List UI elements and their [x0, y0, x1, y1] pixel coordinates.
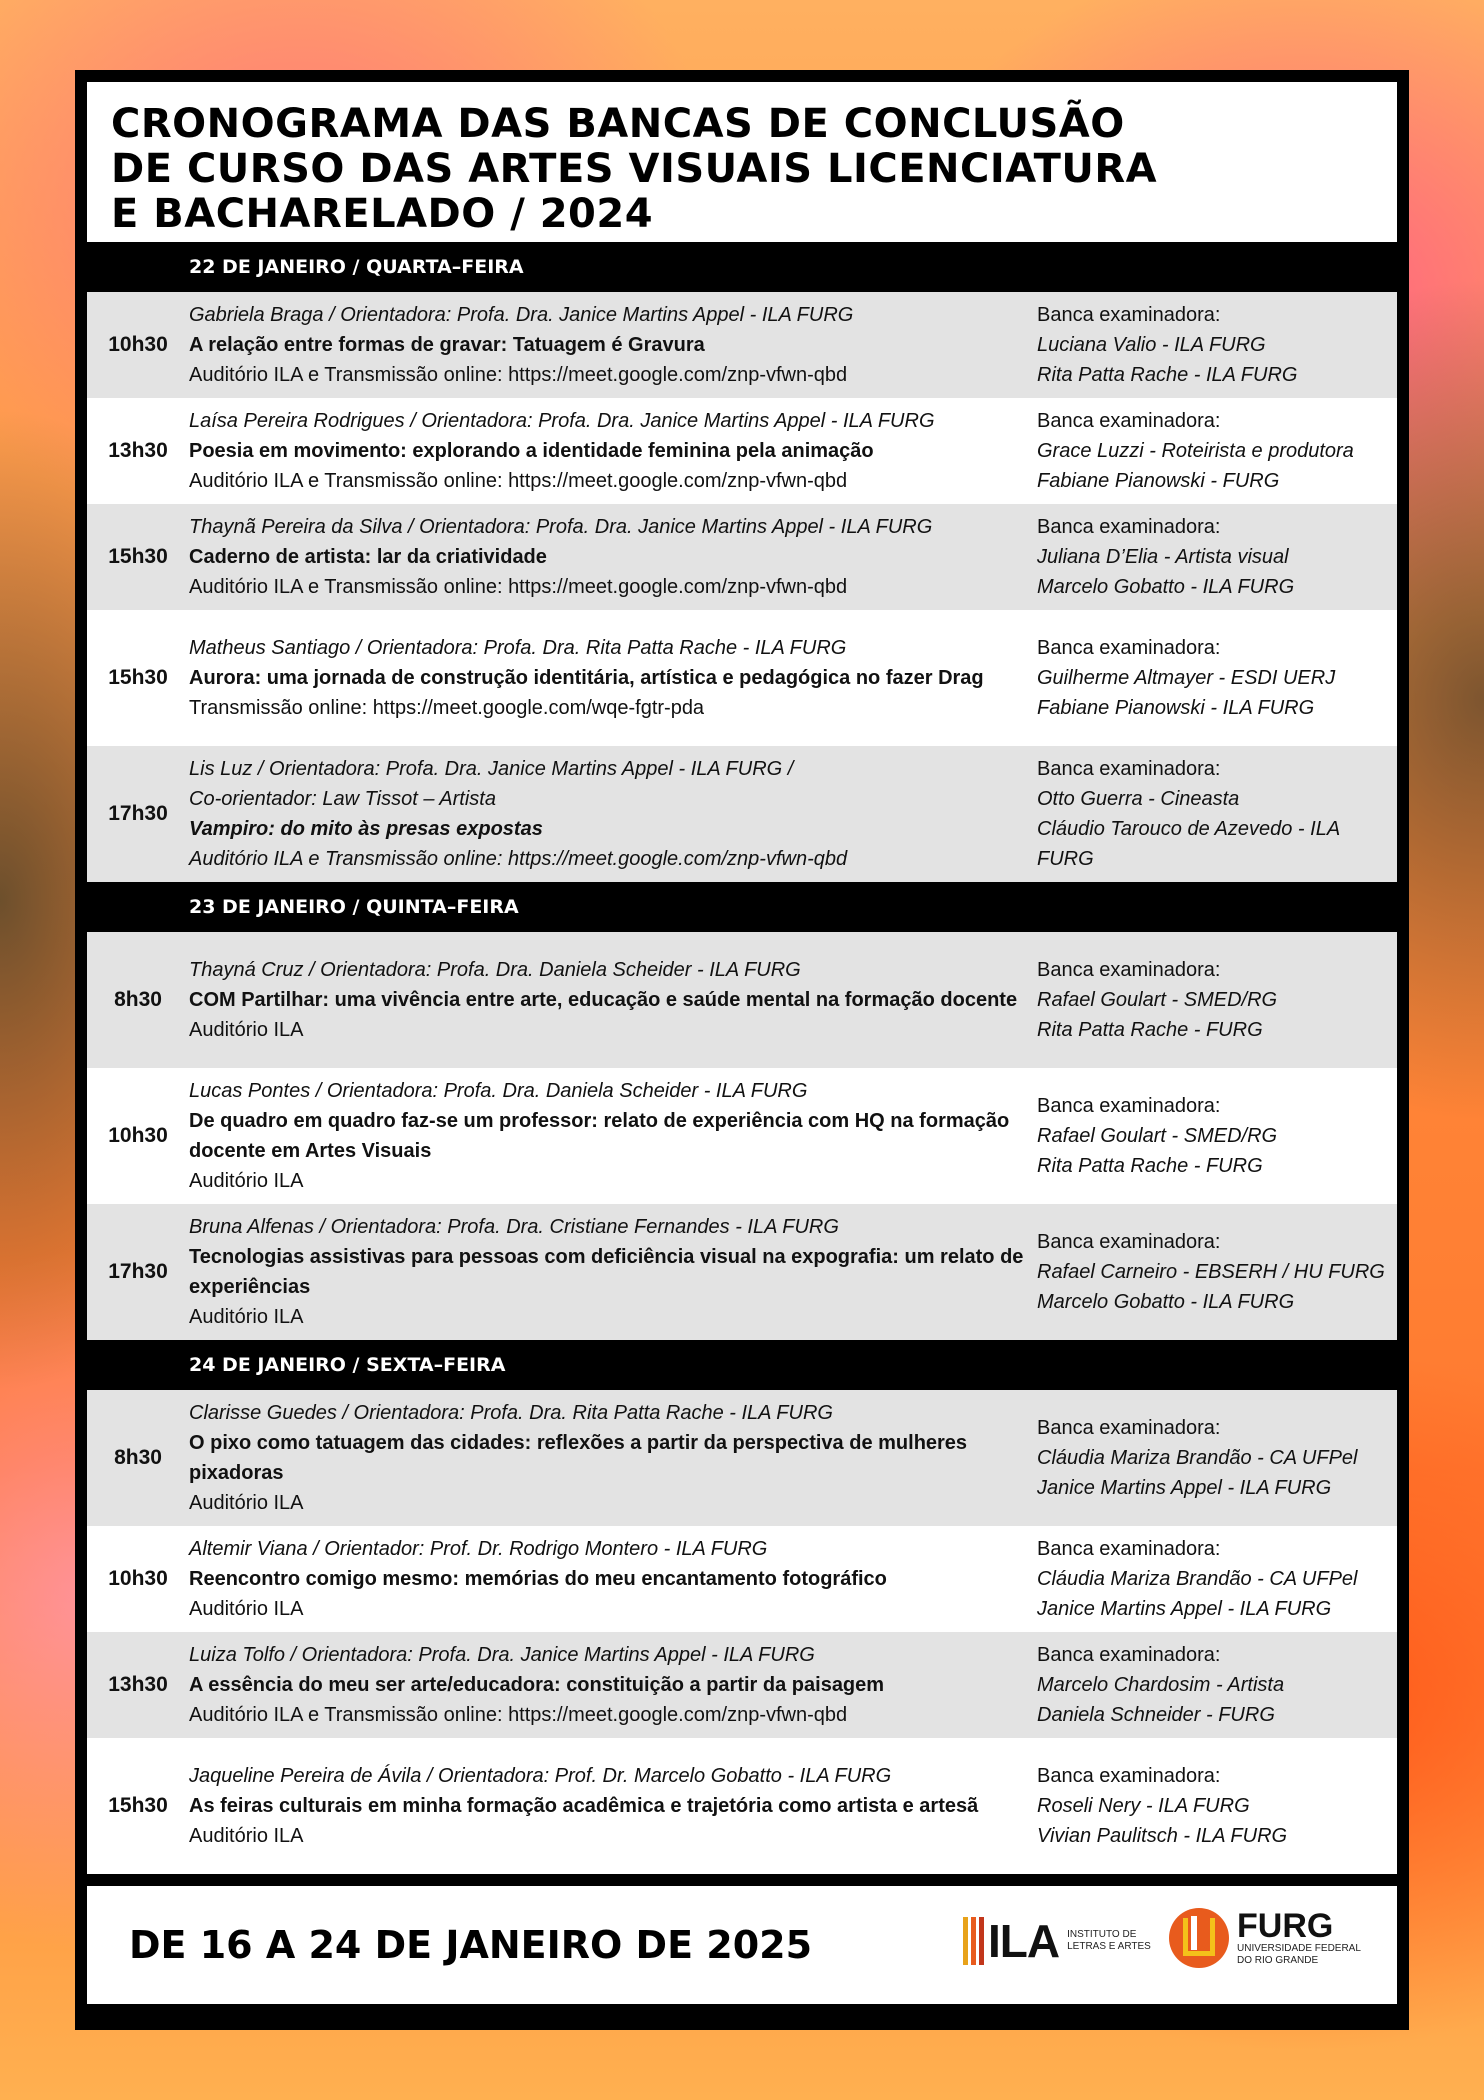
poster-header [87, 82, 1397, 242]
session-time: 15h30 [108, 666, 168, 689]
session-title: As feiras culturais em minha formação acadêmica e trajetória como artista e artesã [189, 1795, 979, 1817]
session-location: Auditório ILA e Transmissão online: https://meet.google.com/znp-vfwn-qbd [189, 848, 848, 870]
session-location: Auditório ILA [189, 1170, 304, 1192]
session-row [87, 504, 1397, 610]
session-location: Auditório ILA e Transmissão online: https://meet.google.com/znp-vfwn-qbd [189, 364, 848, 386]
session-student: Matheus Santiago / Orientadora: Profa. Dra. Rita Patta Rache - ILA FURG [189, 637, 847, 659]
furg-seal-icon [1169, 1908, 1229, 1968]
examining-board-label: Banca examinadora: [1037, 1231, 1221, 1253]
session-student: Gabriela Braga / Orientadora: Profa. Dra. Janice Martins Appel - ILA FURG [189, 304, 854, 326]
day-header: 23 DE JANEIRO / QUINTA–FEIRA [87, 882, 1397, 932]
session-row [87, 292, 1397, 398]
session-location: Auditório ILA [189, 1825, 304, 1847]
examining-board-member: Marcelo Gobatto - ILA FURG [1037, 1291, 1295, 1313]
session-row [87, 746, 1397, 882]
divider [87, 1874, 1397, 1886]
session-details [189, 1398, 1027, 1518]
session-time: 13h30 [108, 1673, 168, 1696]
examining-board-label: Banca examinadora: [1037, 959, 1221, 981]
examining-board [1027, 406, 1397, 496]
session-details [189, 1761, 1027, 1851]
examining-board [1027, 1761, 1397, 1851]
session-row [87, 398, 1397, 504]
examining-board-member: Rafael Goulart - SMED/RG [1037, 1125, 1278, 1147]
session-details [189, 1640, 1027, 1730]
examining-board [1027, 754, 1397, 874]
session-coadvisor: Co-orientador: Law Tissot – Artista [189, 788, 496, 810]
session-title: Caderno de artista: lar da criatividade [189, 546, 547, 568]
session-title: Aurora: uma jornada de construção identitária, artística e pedagógica no fazer Drag [189, 667, 984, 689]
examining-board-member: Janice Martins Appel - ILA FURG [1037, 1477, 1332, 1499]
session-title: De quadro em quadro faz-se um professor: relato de experiência com HQ na formação docente em Artes Visuais [189, 1110, 1010, 1162]
session-student: Laísa Pereira Rodrigues / Orientadora: Profa. Dra. Janice Martins Appel - ILA FURG [189, 410, 935, 432]
session-time: 15h30 [108, 1794, 168, 1817]
session-title: A essência do meu ser arte/educadora: constituição a partir da paisagem [189, 1674, 885, 1696]
session-time: 17h30 [108, 1260, 168, 1283]
examining-board-member: Cláudia Mariza Brandão - CA UFPel [1037, 1568, 1358, 1590]
examining-board-label: Banca examinadora: [1037, 1538, 1221, 1560]
session-location: Auditório ILA [189, 1019, 304, 1041]
examining-board-member: Daniela Schneider - FURG [1037, 1704, 1275, 1726]
furg-logo [1169, 1908, 1361, 1968]
session-title: COM Partilhar: uma vivência entre arte, educação e saúde mental na formação docente [189, 989, 1018, 1011]
examining-board-label: Banca examinadora: [1037, 1417, 1221, 1439]
examining-board-label: Banca examinadora: [1037, 1765, 1221, 1787]
examining-board-member: Otto Guerra - Cineasta [1037, 788, 1240, 810]
session-location: Transmissão online: https://meet.google.com/wqe-fgtr-pda [189, 697, 705, 719]
session-student: Lucas Pontes / Orientadora: Profa. Dra. Daniela Scheider - ILA FURG [189, 1080, 808, 1102]
examining-board-member: Grace Luzzi - Roteirista e produtora [1037, 440, 1354, 462]
session-details [189, 1534, 1027, 1624]
furg-logo-subtitle: UNIVERSIDADE FEDERAL DO RIO GRANDE [1237, 1943, 1361, 1966]
session-time: 8h30 [114, 988, 162, 1011]
session-student: Clarisse Guedes / Orientadora: Profa. Dra. Rita Patta Rache - ILA FURG [189, 1402, 833, 1424]
examining-board [1027, 955, 1397, 1045]
examining-board-label: Banca examinadora: [1037, 1644, 1221, 1666]
session-student: Jaqueline Pereira de Ávila / Orientadora: Prof. Dr. Marcelo Gobatto - ILA FURG [189, 1765, 892, 1787]
session-row [87, 1526, 1397, 1632]
examining-board-member: Marcelo Chardosim - Artista [1037, 1674, 1285, 1696]
session-student: Thaynã Pereira da Silva / Orientadora: Profa. Dra. Janice Martins Appel - ILA FURG [189, 516, 933, 538]
examining-board-member: Guilherme Altmayer - ESDI UERJ [1037, 667, 1336, 689]
schedule-days [87, 242, 1397, 1874]
schedule-poster [75, 70, 1409, 2030]
examining-board-label: Banca examinadora: [1037, 1095, 1221, 1117]
examining-board [1027, 512, 1397, 602]
session-details [189, 955, 1027, 1045]
session-time: 10h30 [108, 1567, 168, 1590]
session-row [87, 1204, 1397, 1340]
examining-board [1027, 300, 1397, 390]
examining-board-label: Banca examinadora: [1037, 410, 1221, 432]
examining-board [1027, 1640, 1397, 1730]
examining-board-member: Roseli Nery - ILA FURG [1037, 1795, 1250, 1817]
session-details [189, 300, 1027, 390]
examining-board [1027, 1091, 1397, 1181]
ila-logo-text: ILA [988, 1915, 1060, 1967]
examining-board-label: Banca examinadora: [1037, 516, 1221, 538]
examining-board [1027, 1227, 1397, 1317]
session-details [189, 512, 1027, 602]
session-row [87, 1632, 1397, 1738]
ila-logo [963, 1914, 1157, 1968]
poster-footer [87, 1886, 1397, 2004]
session-location: Auditório ILA [189, 1306, 304, 1328]
session-time: 10h30 [108, 333, 168, 356]
furg-logo-text: FURG [1237, 1907, 1334, 1945]
examining-board-label: Banca examinadora: [1037, 637, 1221, 659]
session-title: Reencontro comigo mesmo: memórias do meu encantamento fotográfico [189, 1568, 887, 1590]
examining-board-member: Rafael Carneiro - EBSERH / HU FURG [1037, 1261, 1385, 1283]
examining-board [1027, 1534, 1397, 1624]
session-details [189, 633, 1027, 723]
session-title: Poesia em movimento: explorando a identidade feminina pela animação [189, 440, 874, 462]
session-student: Altemir Viana / Orientador: Prof. Dr. Rodrigo Montero - ILA FURG [189, 1538, 768, 1560]
examining-board-member: Rita Patta Rache - FURG [1037, 1155, 1263, 1177]
session-location: Auditório ILA [189, 1492, 304, 1514]
session-row [87, 1738, 1397, 1874]
session-location: Auditório ILA [189, 1598, 304, 1620]
session-time: 15h30 [108, 545, 168, 568]
session-student: Bruna Alfenas / Orientadora: Profa. Dra. Cristiane Fernandes - ILA FURG [189, 1216, 839, 1238]
session-row [87, 1068, 1397, 1204]
session-title: Vampiro: do mito às presas expostas [189, 818, 543, 840]
session-row [87, 932, 1397, 1068]
examining-board-member: Juliana D’Elia - Artista visual [1037, 546, 1289, 568]
examining-board-member: Cláudio Tarouco de Azevedo - ILA FURG [1037, 818, 1340, 870]
session-time: 8h30 [114, 1446, 162, 1469]
session-location: Auditório ILA e Transmissão online: https://meet.google.com/znp-vfwn-qbd [189, 470, 848, 492]
event-dates: DE 16 A 24 DE JANEIRO DE 2025 [129, 1923, 813, 1967]
session-title: A relação entre formas de gravar: Tatuagem é Gravura [189, 334, 705, 356]
examining-board-member: Fabiane Pianowski - FURG [1037, 470, 1280, 492]
ila-logo-subtitle: INSTITUTO DE LETRAS E ARTES [1067, 1929, 1151, 1952]
session-row [87, 610, 1397, 746]
session-time: 13h30 [108, 439, 168, 462]
examining-board-label: Banca examinadora: [1037, 758, 1221, 780]
examining-board-member: Rita Patta Rache - FURG [1037, 1019, 1263, 1041]
examining-board-member: Rafael Goulart - SMED/RG [1037, 989, 1278, 1011]
session-student: Thayná Cruz / Orientadora: Profa. Dra. Daniela Scheider - ILA FURG [189, 959, 801, 981]
session-details [189, 1212, 1027, 1332]
examining-board-label: Banca examinadora: [1037, 304, 1221, 326]
examining-board-member: Vivian Paulitsch - ILA FURG [1037, 1825, 1288, 1847]
day-header: 24 DE JANEIRO / SEXTA–FEIRA [87, 1340, 1397, 1390]
session-time: 17h30 [108, 802, 168, 825]
day-header: 22 DE JANEIRO / QUARTA–FEIRA [87, 242, 1397, 292]
session-location: Auditório ILA e Transmissão online: https://meet.google.com/znp-vfwn-qbd [189, 1704, 848, 1726]
session-student: Luiza Tolfo / Orientadora: Profa. Dra. Janice Martins Appel - ILA FURG [189, 1644, 815, 1666]
examining-board-member: Marcelo Gobatto - ILA FURG [1037, 576, 1295, 598]
examining-board [1027, 1413, 1397, 1503]
examining-board [1027, 633, 1397, 723]
session-time: 10h30 [108, 1124, 168, 1147]
ila-logo-bars-icon [963, 1917, 984, 1965]
examining-board-member: Luciana Valio - ILA FURG [1037, 334, 1266, 356]
session-row [87, 1390, 1397, 1526]
examining-board-member: Janice Martins Appel - ILA FURG [1037, 1598, 1332, 1620]
session-details [189, 754, 1027, 874]
examining-board-member: Fabiane Pianowski - ILA FURG [1037, 697, 1315, 719]
session-location: Auditório ILA e Transmissão online: https://meet.google.com/znp-vfwn-qbd [189, 576, 848, 598]
session-details [189, 1076, 1027, 1196]
session-title: O pixo como tatuagem das cidades: reflexões a partir da perspectiva de mulheres pixadoras [189, 1432, 968, 1484]
poster-title: CRONOGRAMA DAS BANCAS DE CONCLUSÃO DE CURSO DAS ARTES VISUAIS LICENCIATURA E BACHARELADO / 2024 [111, 101, 1158, 237]
examining-board-member: Rita Patta Rache - ILA FURG [1037, 364, 1298, 386]
session-details [189, 406, 1027, 496]
session-student: Lis Luz / Orientadora: Profa. Dra. Janice Martins Appel - ILA FURG / [189, 758, 794, 780]
session-title: Tecnologias assistivas para pessoas com deficiência visual na expografia: um relato de experiências [189, 1246, 1024, 1298]
examining-board-member: Cláudia Mariza Brandão - CA UFPel [1037, 1447, 1358, 1469]
